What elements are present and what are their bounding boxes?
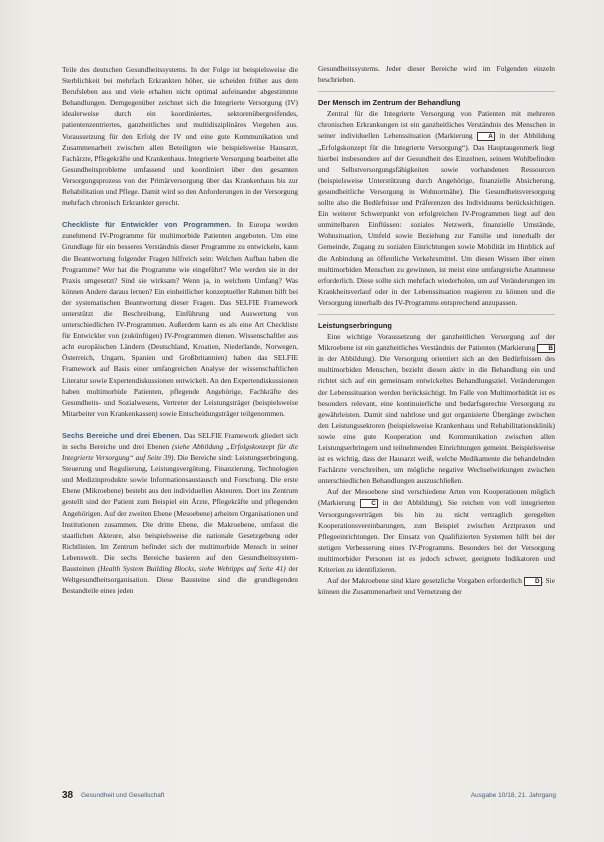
areas-levels-paragraph — [62, 430, 298, 596]
checklist-subheading: Checkliste für Entwickler von Programmen. — [62, 220, 232, 230]
person-text-1: Zentral für die Integrierte Versorgung von Patienten mit mehreren chronischen Erkrankungen ist ein ganzheitliches Verständnis des Menschen in seiner individuellen Lebenssituation (Markierung — [318, 109, 555, 141]
macro-text-1: Auf der Makroebene sind klare gesetzliche Vorgaben erforderlich — [327, 576, 525, 586]
service-text-2: in der Abbildung). Die Versorgung orientiert sich an den Bedürfnissen des multimorbiden Menschen, bezieht diesen aktiv in die Behandlung ein und richtet sich auf ein gemeinsam entwickeltes Behandlungsziel. Veränderungen der Lebenssituation werden berücksichtigt. Im Falle von Multimorbidität ist es besonders relevant, eine kontinuierliche und bedarfsgerechte Versorgung zu gewährleisten. Damit sind nahtlose und gut organisierte Übergänge zwischen den Leistungssektoren (beispielsweise Krankenhaus und Rehabilitationsklinik) sowie eine gute Kooperation und Kommunikation zwischen allen Leistungserbringern und teilnehmenden Einrichtungen gemeint. Beispielsweise ist es wichtig, dass der Hausarzt weiß, welche Medikamente die behandelnden Fachärzte verschreiben, um mögliche negative Wechselwirkungen zwischen unterschiedlichen Behandlungen auszuschließen. — [318, 354, 555, 486]
footer-issue: Ausgabe 10/18, 21. Jahrgang — [470, 792, 556, 799]
section-heading-service-delivery: Leistungserbringung — [318, 320, 392, 330]
areas-levels-text-1: Das SELFIE Framework gliedert sich in sechs Bereiche und drei Ebenen — [62, 430, 298, 451]
section-service-delivery — [318, 314, 555, 597]
right-column — [318, 63, 555, 597]
meso-text-2: in der Abbildung). Sie reichen von voll integrierten Versorgungsverträgen bis hin zu nicht vertraglich geregelten Kooperationsvereinbarungen, zum Beispiel zwischen Arztpraxen und Pflegeeinrichtungen. Der Einsatz von Qualifizierten Systemen hilft bei der stetigen Verbesserung eines IV-Programms. Besonders bei der Versorgung multimorbider Personen ist es jedoch schwer, geeignete Indikatoren und Kriterien zu identifizieren. — [318, 498, 555, 575]
checklist-text: In Europa werden zunehmend IV-Programme für multimorbide Patienten angeboten. Um eine Grundlage für ein besseres Verständnis dieser Programme zu entwickeln, kann die Beantwortung folgender Fragen hilfreich sein: Welchen Aufbau haben die Programme? Wer hat die Programme wie eingeführt? Wie werden sie in der Praxis umgesetzt? Sind sie wirksam? Wenn ja, in welchem Umfang? Was können Andere daraus lernen? Ein einheitlicher konzeptueller Rahmen hilft bei der systematischen Beantwortung dieser Fragen. Das SELFIE Framework unterstützt die Beschreibung, Einführung und Auswertung von unterschiedlichen IV-Programmen. Außerdem kann es als eine Art Checkliste für Entwickler von (zukünftigen) IV-Programmen dienen. Wissenschaftler aus acht europäischen Ländern (Deutschland, Kroatien, Niederlande, Norwegen, Österreich, Ungarn, Spanien und Großbritannien) haben das SELFIE Framework auf Basis einer umfangreichen Analyse der wissenschaftlichen Literatur sowie Expertendiskussionen entwickelt. An den Expertendiskussionen haben multimorbide Patienten, pflegende Angehörige, Fachkräfte des Gesundheits- und Sozialwesens, Vertreter der Leistungsträger (beispielsweise Mitarbeiter von Krankenkassen) sowie Entscheidungsträger teilgenommen. — [62, 220, 298, 418]
service-delivery-paragraph-3 — [318, 575, 555, 597]
section-person-center — [318, 91, 555, 308]
person-text-2: in der Abbildung „Erfolgskonzept für die Integrierte Versorgung“). Das Hauptaugenmerk liegt hierbei insbesondere auf der Gesundheit des Einzelnen, seinem Wohlbefinden und Selbstversorgungsfähigkeiten sowie vorhandenen Ressourcen (beispielsweise Unterstützung durch Angehörige, finanzielle Absicherung, gesundheitliche Versorgung in Wohnortnähe). Die Gesundheitsversorgung sollte also die Bedürfnisse und Präferenzen des Individuums berücksichtigen. Ein weiterer Schwerpunkt von erfolgreichen IV-Programmen liegt auf den unmittelbaren Einflüssen: soziales Netzwerk, finanzielle Umstände, Wohnsituation, Umfeld sowie Beziehung zur Familie und innerhalb der Gemeinde, Zugang zu sozialen Einrichtungen sowie Mobilität im Hinblick auf die Anbindung an öffentliche Verkehrsmittel. Um diesen Wissen über einen multimorbiden Menschen zu gewinnen, ist meist eine umfangreiche Anamnese erforderlich. Diese sollte sich mehrfach wiederholen, um auf Veränderungen im Krankheitsverlauf oder in der Lebenssituation reagieren zu können und die Versorgung innerhalb des IV-Programms entsprechend anzupassen. — [318, 131, 555, 307]
service-delivery-paragraph-2 — [318, 486, 555, 575]
macro-text-2: . Sie können die Zusammenarbeit und Vernetzung der — [318, 576, 556, 597]
page-footer — [62, 790, 556, 802]
marker-c: C — [360, 499, 378, 508]
checklist-paragraph — [62, 219, 298, 419]
meso-text-1: Auf der Mesoebene sind verschiedene Arten von Kooperationen möglich (Markierung — [318, 487, 555, 508]
marker-b: B — [537, 344, 555, 353]
page-number: 38 — [62, 790, 74, 801]
marker-d: D — [524, 577, 542, 586]
continuation-paragraph: Gesundheitssystems. Jeder dieser Bereiche wird im Folgenden einzeln beschrieben. — [318, 64, 555, 85]
marker-a: A — [477, 132, 495, 141]
person-center-paragraph — [318, 108, 555, 308]
areas-levels-text-3: der Weltgesundheitsorganisation. Diese Bausteine sind die grundlegenden Bestandteile eines jeden — [62, 564, 298, 596]
left-column — [62, 64, 298, 596]
section-heading-person: Der Mensch im Zentrum der Behandlung — [318, 98, 461, 108]
service-delivery-paragraph-1 — [318, 331, 555, 486]
areas-levels-text-2: Die Bereiche sind: Leistungserbringung, Steuerung und Regulierung, Leistungsvergütung, Finanzierung, Technologien und Medizinprodukte sowie Informationsaustausch und Forschung. Die erste Ebene (Mikroebene) besteht aus den individuellen Akteuren. Dort ins Zentrum gestellt sind der Patient zum Beispiel ein Ärzte, Pflegekräfte und pflegenden Angehörigen. Auf der zweiten Ebene (Mesoebene) arbeiten Organisationen und Institutionen zusammen. Die dritte Ebene, die Makroebene, umfasst die staatlichen Akteure, also beispielsweise die nationale Gesetzgebung oder Richtlinien. Im Zentrum befindet sich der multimorbide Mensch in seiner Lebenswelt. Die sechs Bereiche basieren auf den Gesundheitssystem-Bausteinen — [62, 453, 298, 574]
figure-reference: (siehe Abbildung „Erfolgskonzept für die Integrierte Versorgung“ auf Seite 39). — [62, 442, 298, 463]
webtipps-reference: (Health System Building Blocks, siehe Webtipps auf Seite 41) — [97, 564, 286, 574]
intro-paragraph: Teile des deutschen Gesundheitssystems. In der Folge ist beispielsweise die Sterblichkeit bei mehrfach Erkrankten höher, sie scheiden früher aus dem Berufsleben aus und viele erhalten nicht optimal aufeinander abgestimmte Behandlungen. Demgegenüber zeichnet sich die Integrierte Versorgung (IV) idealerweise durch ein koordiniertes, sektorenübergreifendes, patientenzentriertes, ganzheitliches und multidisziplinäres Vorgehen aus. Voraussetzung für den Erfolg der IV und eine gute Kommunikation und Zusammenarbeit zwischen allen Beteiligten wie beispielsweise Hausarzt, Fachärzte, Pflegekräfte und Krankenhaus. Integrierte Versorgung bearbeitet alle Gesundheitsprobleme umfassend und koordiniert über den gesamten Versorgungsprozess von der Primärversorgung über das Krankenhaus bis zur Rehabilitation und Pflege. Damit wird so den Anforderungen in der Versorgung mehrfach chronisch Erkrankter gerecht. — [62, 65, 298, 208]
areas-levels-subheading: Sechs Bereiche und drei Ebenen. — [62, 430, 182, 440]
footer-section-title: Gesundheit und Gesellschaft — [81, 792, 165, 799]
service-text-1: Eine wichtige Voraussetzung der ganzheitlichen Versorgung auf der Mikroebene ist ein ganzheitliches Verständnis der Patienten (Markierung — [318, 332, 555, 353]
